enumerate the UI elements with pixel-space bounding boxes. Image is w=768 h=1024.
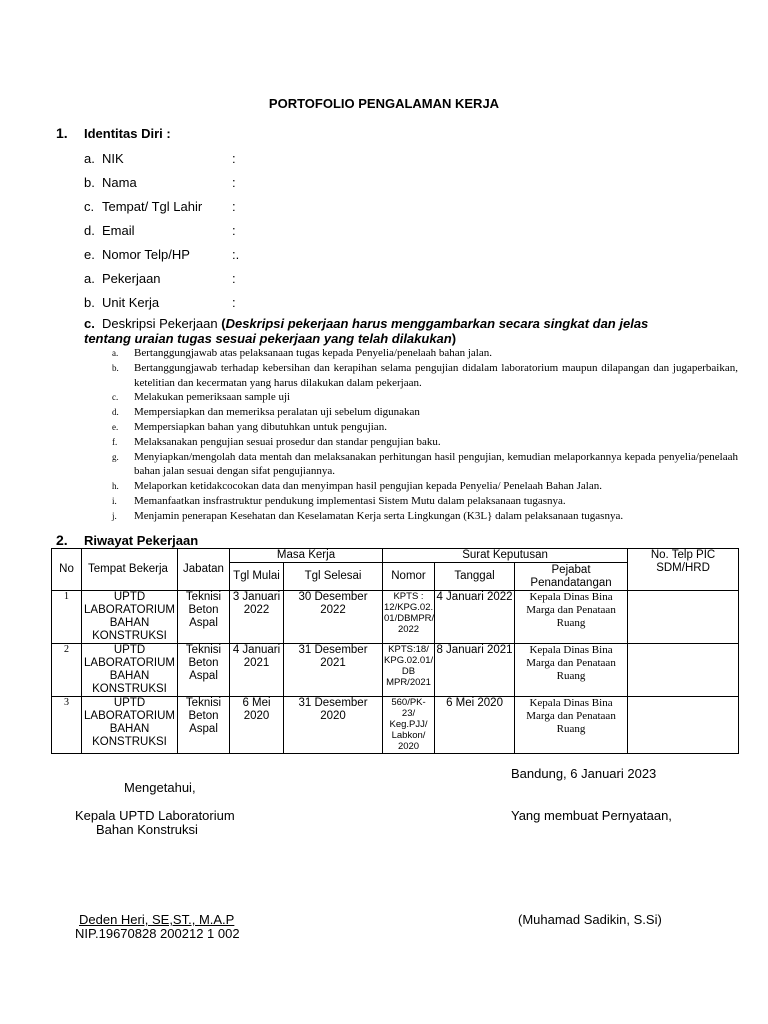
item-letter: j. bbox=[112, 510, 117, 521]
item-text: Melakukan pemeriksaan sample uji bbox=[134, 391, 291, 404]
cell-tgl-mulai: 3 Januari 2022 bbox=[230, 591, 284, 644]
left-signer-title-1: Kepala UPTD Laboratorium bbox=[75, 808, 235, 823]
cell-tempat: UPTD LABORATORIUM BAHAN KONSTRUKSI bbox=[82, 644, 178, 697]
field-label: Tempat/ Tgl Lahir bbox=[102, 199, 203, 214]
item-text: Mempersiapkan bahan yang dibutuhkan untuk pengujian. bbox=[134, 420, 387, 433]
field-label: Nomor Telp/HP bbox=[102, 247, 190, 262]
cell-nomor: KPTS : 12/KPG.02. 01/DBMPR/ 2022 bbox=[383, 591, 435, 644]
header-pejabat: Pejabat Penandatangan bbox=[515, 563, 628, 591]
header-pic: No. Telp PIC SDM/HRD bbox=[628, 549, 739, 591]
section-2-heading: Riwayat Pekerjaan bbox=[84, 533, 199, 548]
table-row bbox=[52, 644, 739, 697]
desc-label: Deskripsi Pekerjaan bbox=[102, 316, 218, 331]
item-letter: g. bbox=[112, 451, 119, 462]
cell-tgl-selesai: 31 Desember 2021 bbox=[284, 644, 383, 697]
item-letter: f. bbox=[112, 436, 118, 447]
cell-no: 3 bbox=[52, 697, 82, 754]
work-history-table bbox=[51, 548, 739, 754]
job-description-item bbox=[112, 361, 738, 391]
cell-tgl-selesai: 31 Desember 2020 bbox=[284, 697, 383, 754]
item-text: Melaksanakan pengujian sesuai prosedur dan standar pengujian baku. bbox=[134, 435, 441, 448]
field-colon: : bbox=[232, 295, 236, 310]
item-text: Menjamin penerapan Kesehatan dan Keselamatan Kerja serta Lingkungan (K3L} dalam pelaksanaan tugasnya. bbox=[134, 509, 624, 522]
field-label: NIK bbox=[102, 151, 124, 166]
section-2-number: 2. bbox=[56, 532, 68, 548]
identity-field-row bbox=[84, 198, 236, 216]
field-label: Pekerjaan bbox=[102, 271, 161, 286]
job-description-heading bbox=[84, 316, 684, 346]
table-row bbox=[52, 591, 739, 644]
field-label: Unit Kerja bbox=[102, 295, 160, 310]
job-description-item bbox=[112, 509, 738, 524]
identity-field-row bbox=[84, 246, 240, 264]
item-letter: h. bbox=[112, 481, 119, 492]
header-tanggal: Tanggal bbox=[435, 563, 515, 591]
left-signer-name: Deden Heri, SE,ST., M.A.P bbox=[79, 912, 235, 927]
field-colon: :. bbox=[232, 247, 240, 262]
field-label: Nama bbox=[102, 175, 137, 190]
cell-jabatan: Teknisi Beton Aspal bbox=[178, 697, 230, 754]
item-text: Bertanggungjawab atas pelaksanaan tugas kepada Penyelia/penelaah bahan jalan. bbox=[134, 347, 492, 359]
cell-tanggal: 6 Mei 2020 bbox=[435, 697, 515, 754]
field-colon: : bbox=[232, 271, 236, 286]
desc-italic-note: Deskripsi pekerjaan harus menggambarkan secara singkat dan jelas tentang uraian tugas sesuai pekerjaan yang telah dilakukan bbox=[84, 316, 649, 346]
identity-field-row bbox=[84, 150, 236, 168]
job-description-item bbox=[112, 450, 738, 480]
field-label: Email bbox=[102, 223, 135, 238]
field-letter: e. bbox=[84, 247, 95, 262]
header-tempat: Tempat Bekerja bbox=[82, 549, 178, 591]
mengetahui-label: Mengetahui, bbox=[124, 780, 196, 795]
header-tgl-mulai: Tgl Mulai bbox=[230, 563, 284, 591]
header-nomor: Nomor bbox=[383, 563, 435, 591]
field-colon: : bbox=[232, 199, 236, 214]
cell-pic bbox=[628, 697, 739, 754]
cell-jabatan: Teknisi Beton Aspal bbox=[178, 644, 230, 697]
section-1-heading: Identitas Diri : bbox=[84, 126, 171, 141]
cell-pejabat: Kepala Dinas Bina Marga dan Penataan Ruang bbox=[515, 697, 628, 754]
field-letter: a. bbox=[84, 151, 95, 166]
item-text: Memanfaatkan insfrastruktur pendukung implementasi Sistem Mutu dalam pelaksanaan tugasnya. bbox=[134, 494, 566, 507]
item-letter: e. bbox=[112, 421, 119, 432]
cell-jabatan: Teknisi Beton Aspal bbox=[178, 591, 230, 644]
cell-pejabat: Kepala Dinas Bina Marga dan Penataan Ruang bbox=[515, 591, 628, 644]
identity-field-row bbox=[84, 174, 236, 192]
desc-open-paren: ( bbox=[221, 316, 226, 331]
cell-no: 2 bbox=[52, 644, 82, 697]
item-text: Mempersiapkan dan memeriksa peralatan uji sebelum digunakan bbox=[134, 406, 420, 419]
cell-nomor: KPTS:18/ KPG.02.01/ DB MPR/2021 bbox=[383, 644, 435, 697]
cell-pic bbox=[628, 591, 739, 644]
cell-tgl-mulai: 6 Mei 2020 bbox=[230, 697, 284, 754]
section-1-number: 1. bbox=[56, 125, 68, 141]
item-letter: d. bbox=[112, 407, 119, 418]
job-description-item bbox=[112, 420, 738, 435]
job-description-item bbox=[112, 390, 738, 405]
job-description-item bbox=[112, 479, 738, 494]
identity-field-row bbox=[84, 294, 236, 312]
cell-tanggal: 8 Januari 2021 bbox=[435, 644, 515, 697]
desc-close-paren: ) bbox=[451, 331, 457, 346]
field-letter: b. bbox=[84, 295, 95, 310]
cell-tanggal: 4 Januari 2022 bbox=[435, 591, 515, 644]
item-letter: c. bbox=[112, 392, 119, 403]
identity-field-row bbox=[84, 222, 236, 240]
job-description-item bbox=[112, 435, 738, 450]
field-letter: c. bbox=[84, 199, 95, 214]
cell-tempat: UPTD LABORATORIUM BAHAN KONSTRUKSI bbox=[82, 591, 178, 644]
header-surat-keputusan: Surat Keputusan bbox=[383, 549, 628, 563]
field-colon: : bbox=[232, 223, 236, 238]
header-tgl-selesai: Tgl Selesai bbox=[284, 563, 383, 591]
item-letter: i. bbox=[112, 495, 117, 506]
field-colon: : bbox=[232, 175, 236, 190]
desc-letter: c. bbox=[84, 316, 95, 331]
item-letter: b. bbox=[112, 362, 119, 373]
item-text: Bertanggungjawab terhadap kebersihan dan kerapihan selama pengujian didalam laboratorium maupun dilapangan dan jugaperbaikan, ketelitian dan kecermatan yang harus dilakukan dalam pekerjaan. bbox=[134, 361, 738, 389]
job-description-item bbox=[112, 346, 738, 361]
left-signer-title-2: Bahan Konstruksi bbox=[96, 822, 198, 837]
field-colon: : bbox=[232, 151, 236, 166]
cell-tgl-selesai: 30 Desember 2022 bbox=[284, 591, 383, 644]
cell-no: 1 bbox=[52, 591, 82, 644]
place-date: Bandung, 6 Januari 2023 bbox=[511, 766, 657, 781]
field-letter: d. bbox=[84, 223, 95, 238]
right-signer-title: Yang membuat Pernyataan, bbox=[511, 808, 672, 823]
field-letter: b. bbox=[84, 175, 95, 190]
item-text: Melaporkan ketidakcocokan data dan menyimpan hasil pengujian kepada Penyelia/ Penelaah Bahan Jalan. bbox=[134, 480, 602, 493]
item-text: Menyiapkan/mengolah data mentah dan melaksanakan perhitungan hasil pengujian, kemudian melaporkannya kepada penyelia/penelaah bahan jalan sesuai dengan sifat pengujiannya. bbox=[134, 450, 738, 478]
cell-pic bbox=[628, 644, 739, 697]
item-letter: a. bbox=[112, 348, 119, 358]
field-letter: a. bbox=[84, 271, 95, 286]
cell-pejabat: Kepala Dinas Bina Marga dan Penataan Ruang bbox=[515, 644, 628, 697]
job-description-list bbox=[112, 346, 738, 524]
header-jabatan: Jabatan bbox=[178, 549, 230, 591]
job-description-item bbox=[112, 405, 738, 420]
header-masa-kerja: Masa Kerja bbox=[230, 549, 383, 563]
cell-tgl-mulai: 4 Januari 2021 bbox=[230, 644, 284, 697]
cell-tempat: UPTD LABORATORIUM BAHAN KONSTRUKSI bbox=[82, 697, 178, 754]
job-description-item bbox=[112, 494, 738, 509]
cell-nomor: 560/PK- 23/ Keg.PJJ/ Labkon/ 2020 bbox=[383, 697, 435, 754]
header-no: No bbox=[52, 549, 82, 591]
left-signer-nip: NIP.19670828 200212 1 002 bbox=[75, 926, 240, 941]
table-row bbox=[52, 697, 739, 754]
page-title: PORTOFOLIO PENGALAMAN KERJA bbox=[268, 96, 500, 111]
right-signer-name: (Muhamad Sadikin, S.Si) bbox=[518, 912, 662, 927]
identity-field-row bbox=[84, 270, 236, 288]
